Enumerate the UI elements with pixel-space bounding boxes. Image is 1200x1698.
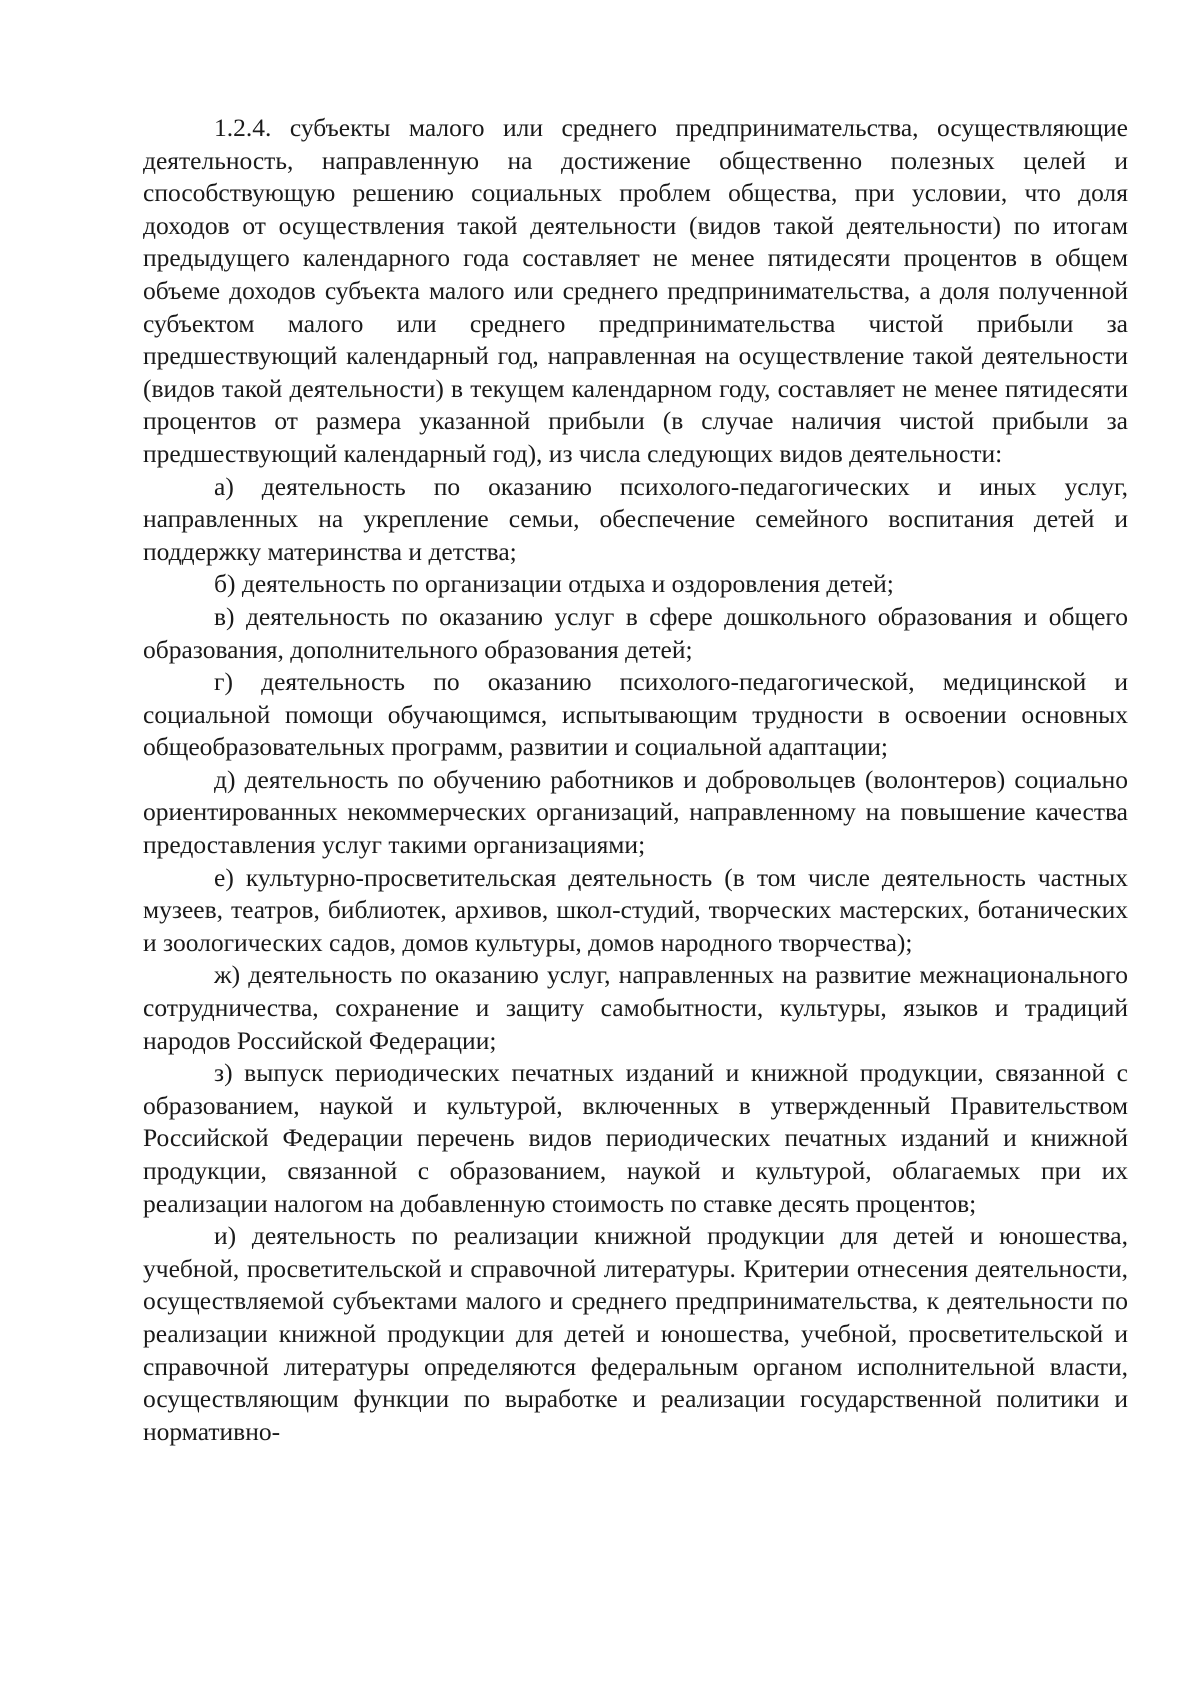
paragraph-item-d: д) деятельность по обучению работников и добровольцев (волонтеров) социально ориентированных некоммерческих организаций, направленному на повышение качества предоставления услуг такими организациями;: [143, 764, 1128, 860]
document-page: [143, 112, 1128, 1448]
paragraph-1-2-4: 1.2.4. субъекты малого или среднего предпринимательства, осуществляющие деятельность, направленную на достижение общественно полезных целей и способствующую решению социальных проблем общества, при условии, что доля доходов от осуществления такой деятельности (видов такой деятельности) по итогам предыдущего календарного года составляет не менее пятидесяти процентов в общем объеме доходов субъекта малого или среднего предпринимательства, а доля полученной субъектом малого или среднего предпринимательства чистой прибыли за предшествующий календарный год, направленная на осуществление такой деятельности (видов такой деятельности) в текущем календарном году, составляет не менее пятидесяти процентов от размера указанной прибыли (в случае наличия чистой прибыли за предшествующий календарный год), из числа следующих видов деятельности:: [143, 113, 1128, 468]
paragraph-item-v: в) деятельность по оказанию услуг в сфере дошкольного образования и общего образования, дополнительного образования детей;: [143, 601, 1128, 664]
paragraph-item-b: б) деятельность по организации отдыха и оздоровления детей;: [214, 569, 894, 599]
paragraph-item-i: и) деятельность по реализации книжной продукции для детей и юношества, учебной, просветительской и справочной литературы. Критерии отнесения деятельности, осуществляемой субъектами малого и среднего предпринимательства, к деятельности по реализации книжной продукции для детей и юношества, учебной, просветительской и справочной литературы определяются федеральным органом исполнительной власти, осуществляющим функции по выработке и реализации государственной политики и нормативно-: [143, 1221, 1128, 1446]
paragraph-item-a: а) деятельность по оказанию психолого-педагогических и иных услуг, направленных на укрепление семьи, обеспечение семейного воспитания детей и поддержку материнства и детства;: [143, 471, 1128, 566]
paragraph-item-g: г) деятельность по оказанию психолого-педагогической, медицинской и социальной помощи обучающимся, испытывающим трудности в освоении основных общеобразовательных программ, развитии и социальной адаптации;: [143, 667, 1128, 762]
paragraph-item-e: е) культурно-просветительская деятельность (в том числе деятельность частных музеев, театров, библиотек, архивов, школ-студий, творческих мастерских, ботанических и зоологических садов, домов культуры, домов народного творчества);: [143, 862, 1128, 957]
paragraph-item-zh: ж) деятельность по оказанию услуг, направленных на развитие межнационального сотрудничества, сохранение и защиту самобытности, культуры, языков и традиций народов Российской Федерации;: [143, 960, 1128, 1055]
paragraph-item-z: з) выпуск периодических печатных изданий и книжной продукции, связанной с образованием, наукой и культурой, включенных в утвержденный Правительством Российской Федерации перечень видов периодических печатных изданий и книжной продукции, связанной с образованием, наукой и культурой, облагаемых при их реализации налогом на добавленную стоимость по ставке десять процентов;: [143, 1058, 1128, 1218]
